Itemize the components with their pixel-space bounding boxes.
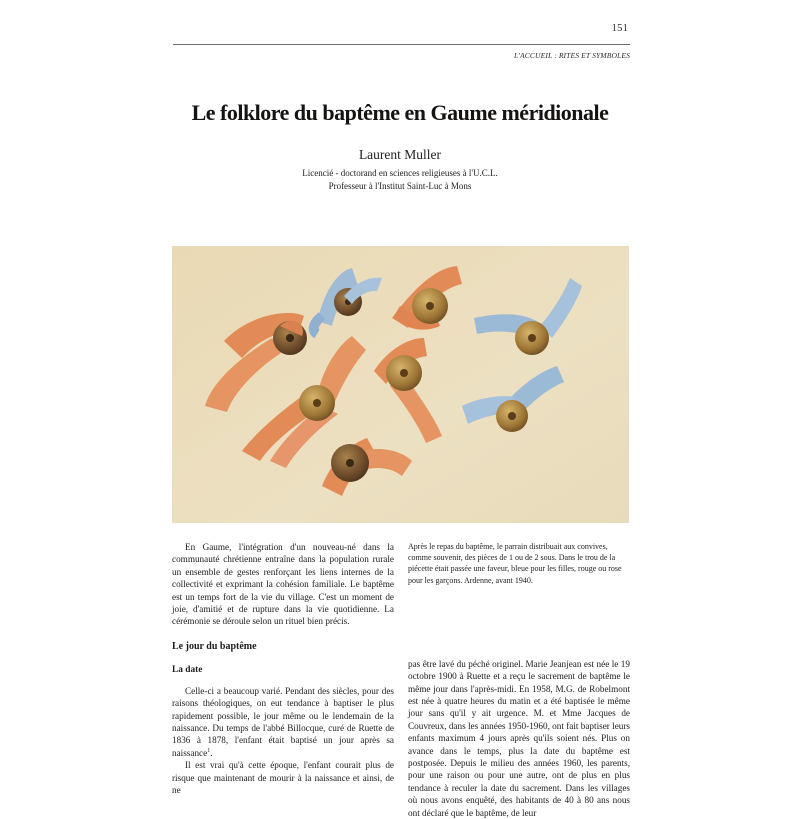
- body-paragraph-3: pas être lavé du péché originel. Marie Jeanjean est née le 19 octobre 1900 à Ruette et a reçu le sacrement de baptême le même jour dans l'après-midi. En 1958, M.G. de Robelmont est née à quatre heures du matin et a été baptisée le même jour sans qu'il y ait urgence. M. et Mme Jacques de Couvreux, dans les années 1950-1960, ont fait baptiser leurs enfants maximum 4 jours après qu'ils soient nés. Plus on avance dans le temps, plus la date du baptême est postposée. Depuis le milieu des années 1960, les parents, pour une raison ou pour une autre, ont de plus en plus tendance à reculer la date du sacrement. Dans les villages où nous avons enquêté, des habitants de 40 à 80 ans nous ont déclaré que le baptême, de leur: [408, 658, 630, 818]
- subsection-heading: La date: [172, 664, 203, 675]
- body-paragraph-1-text: Celle-ci a beaucoup varié. Pendant des siècles, pour des raisons théologiques, on eut tendance à baptiser le plus rapidement possible, le jour même ou le lendemain de la naissance. Du temps de l'abbé Billocque, curé de Ruette de 1836 à 1878, l'enfant était baptisé un jour après sa naissance: [172, 685, 394, 758]
- section-label: L'ACCUEIL : RITES ET SYMBOLES: [513, 51, 630, 60]
- right-column: [408, 541, 630, 819]
- author-name: Laurent Muller: [358, 147, 442, 162]
- affiliation-line-1: Licencié - doctorand en sciences religieuses à l'U.C.L.: [302, 168, 498, 178]
- section-heading: Le jour du baptême: [172, 640, 257, 652]
- left-column: [172, 541, 394, 797]
- footnote-tail: .: [210, 747, 213, 758]
- footnote-mark: 1: [207, 747, 211, 754]
- baptism-coins-photo: [172, 246, 629, 523]
- intro-paragraph: En Gaume, l'intégration d'un nouveau-né dans la communauté chrétienne entraîne dans la population rurale un ensemble de gestes renforçant les liens internes de la collectivité et exprimant la cohésion familiale. Le baptême est un temps fort de la vie du village. C'est un moment de joie, d'amitié et de rupture dans la vie quotidienne. La cérémonie se déroule selon un rituel bien précis.: [172, 542, 394, 627]
- author-affiliation: [230, 167, 570, 192]
- body-paragraph-2: Il est vrai qu'à cette époque, l'enfant courait plus de risque que maintenant de mourir à la naissance et ainsi, de ne: [172, 760, 394, 796]
- header-rule: [173, 44, 630, 45]
- body-paragraph-1: [172, 685, 394, 759]
- article-title: Le folklore du baptême en Gaume méridionale: [191, 100, 609, 125]
- affiliation-line-2: Professeur à l'Institut Saint-Luc à Mons: [328, 180, 472, 191]
- page-number: 151: [611, 22, 628, 34]
- photo-caption: Après le repas du baptême, le parrain distribuait aux convives, comme souvenir, des pièces de 1 ou de 2 sous. Dans le trou de la piécette était passée une faveur, bleue pour les filles, rouge ou rose pour les garçons. Ardenne, avant 1940.: [408, 542, 622, 585]
